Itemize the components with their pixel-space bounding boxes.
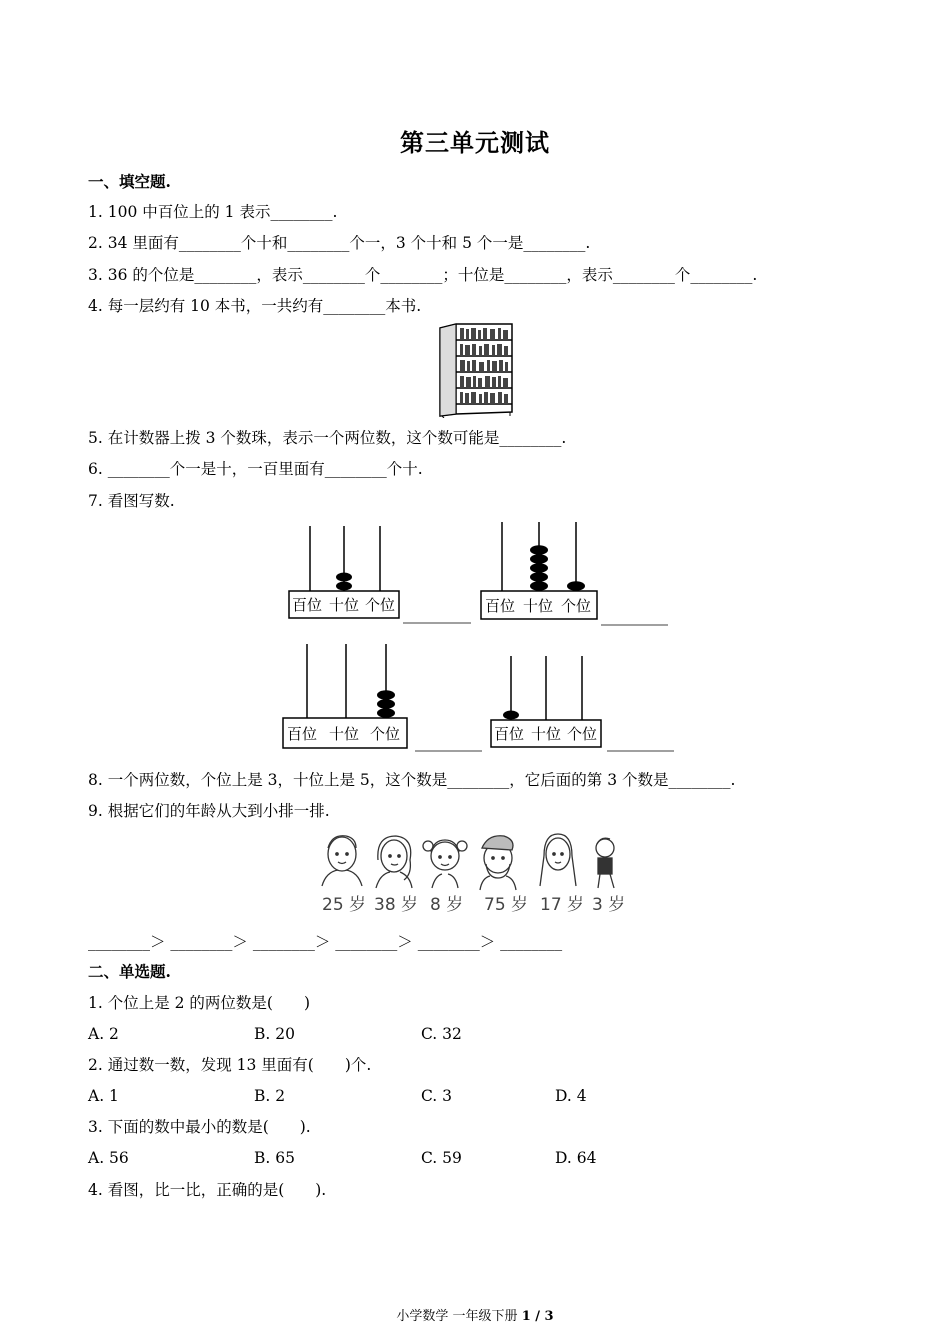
option-c: C. 3 [421, 1087, 453, 1105]
option-a: A. 2 [88, 1025, 119, 1043]
option-a: A. 56 [88, 1149, 129, 1167]
abacus-label-hundreds: 百位 [292, 596, 323, 614]
people-ages-image [318, 830, 634, 918]
question-4: 4. 每一层约有 10 本书，一共约有________本书. [88, 297, 422, 315]
question-2: 2. 34 里面有________个十和________个一，3 个十和 5 个一是________. [88, 234, 591, 252]
abacus-bead [530, 563, 548, 573]
abacus-label-ones: 个位 [365, 596, 396, 614]
age-label: 3 岁 [592, 895, 626, 915]
abacus-bead [377, 708, 395, 718]
abacus-label-tens: 十位 [531, 725, 562, 743]
footer-page-number: 1 / 3 [521, 1309, 554, 1324]
abacus-label-tens: 十位 [329, 725, 360, 743]
age-order-blanks: ________＞ ________＞ ________＞ ________＞ ________＞ ________ [88, 933, 563, 951]
question-5: 5. 在计数器上拨 3 个数珠，表示一个两位数，这个数可能是________. [88, 429, 567, 447]
abacus-label-ones: 个位 [370, 725, 401, 743]
option-b: B. 2 [254, 1087, 286, 1105]
option-d: D. 64 [555, 1149, 597, 1167]
abacus-bead [530, 572, 548, 582]
abacus-label-tens: 十位 [523, 597, 554, 615]
section-single-choice-heading: 二、单选题. [88, 962, 171, 981]
abacus-1 [288, 524, 474, 628]
man-figure [322, 836, 362, 886]
abacus-bead [567, 581, 585, 591]
abacus-bead [377, 690, 395, 700]
option-b: B. 20 [254, 1025, 295, 1043]
abacus-3 [282, 642, 486, 754]
option-a: A. 1 [88, 1087, 119, 1105]
question-9: 9. 根据它们的年龄从大到小排一排. [88, 802, 330, 820]
page-footer [0, 1305, 950, 1324]
age-label: 75 岁 [484, 895, 529, 915]
option-c: C. 59 [421, 1149, 462, 1167]
section-fill-blank-heading: 一、填空题. [88, 172, 171, 191]
abacus-bead [336, 582, 352, 591]
page-title: 第三单元测试 [400, 128, 550, 157]
age-label: 8 岁 [430, 895, 464, 915]
question-3: 3. 36 的个位是________，表示________个________；十位是________，表示________个________. [88, 266, 758, 284]
abacus-label-tens: 十位 [329, 596, 360, 614]
young-woman-figure [540, 834, 576, 886]
choice-question-3: 3. 下面的数中最小的数是( ). [88, 1118, 311, 1136]
choice-question-1: 1. 个位上是 2 的两位数是( ) [88, 994, 311, 1012]
option-b: B. 65 [254, 1149, 295, 1167]
abacus-bead [503, 711, 519, 720]
boy-figure [596, 838, 614, 888]
question-7: 7. 看图写数. [88, 492, 175, 510]
bookshelf-image [432, 322, 518, 418]
age-label: 38 岁 [374, 895, 419, 915]
option-c: C. 32 [421, 1025, 462, 1043]
option-d: D. 4 [555, 1087, 587, 1105]
abacus-4 [490, 652, 676, 754]
question-8: 8. 一个两位数，个位上是 3，十位上是 5，这个数是________，它后面的第 3 个数是________. [88, 771, 736, 789]
old-man-figure [480, 836, 516, 890]
abacus-label-ones: 个位 [561, 597, 592, 615]
footer-subject: 小学数学 一年级下册 [396, 1309, 522, 1324]
abacus-2 [480, 518, 670, 628]
abacus-bead [336, 573, 352, 582]
abacus-label-hundreds: 百位 [287, 725, 318, 743]
woman-figure [376, 836, 412, 888]
girl-figure [423, 840, 467, 888]
age-label: 25 岁 [322, 895, 367, 915]
abacus-bead [530, 545, 548, 555]
question-1: 1. 100 中百位上的 1 表示________. [88, 203, 338, 221]
abacus-label-hundreds: 百位 [485, 597, 516, 615]
choice-question-4: 4. 看图，比一比，正确的是( ). [88, 1181, 327, 1199]
abacus-bead [530, 554, 548, 564]
abacus-bead [377, 699, 395, 709]
question-6: 6. ________个一是十，一百里面有________个十. [88, 460, 423, 478]
choice-question-2: 2. 通过数一数，发现 13 里面有( )个. [88, 1056, 372, 1074]
abacus-label-ones: 个位 [567, 725, 598, 743]
abacus-label-hundreds: 百位 [494, 725, 525, 743]
age-label: 17 岁 [540, 895, 585, 915]
abacus-bead [530, 581, 548, 591]
